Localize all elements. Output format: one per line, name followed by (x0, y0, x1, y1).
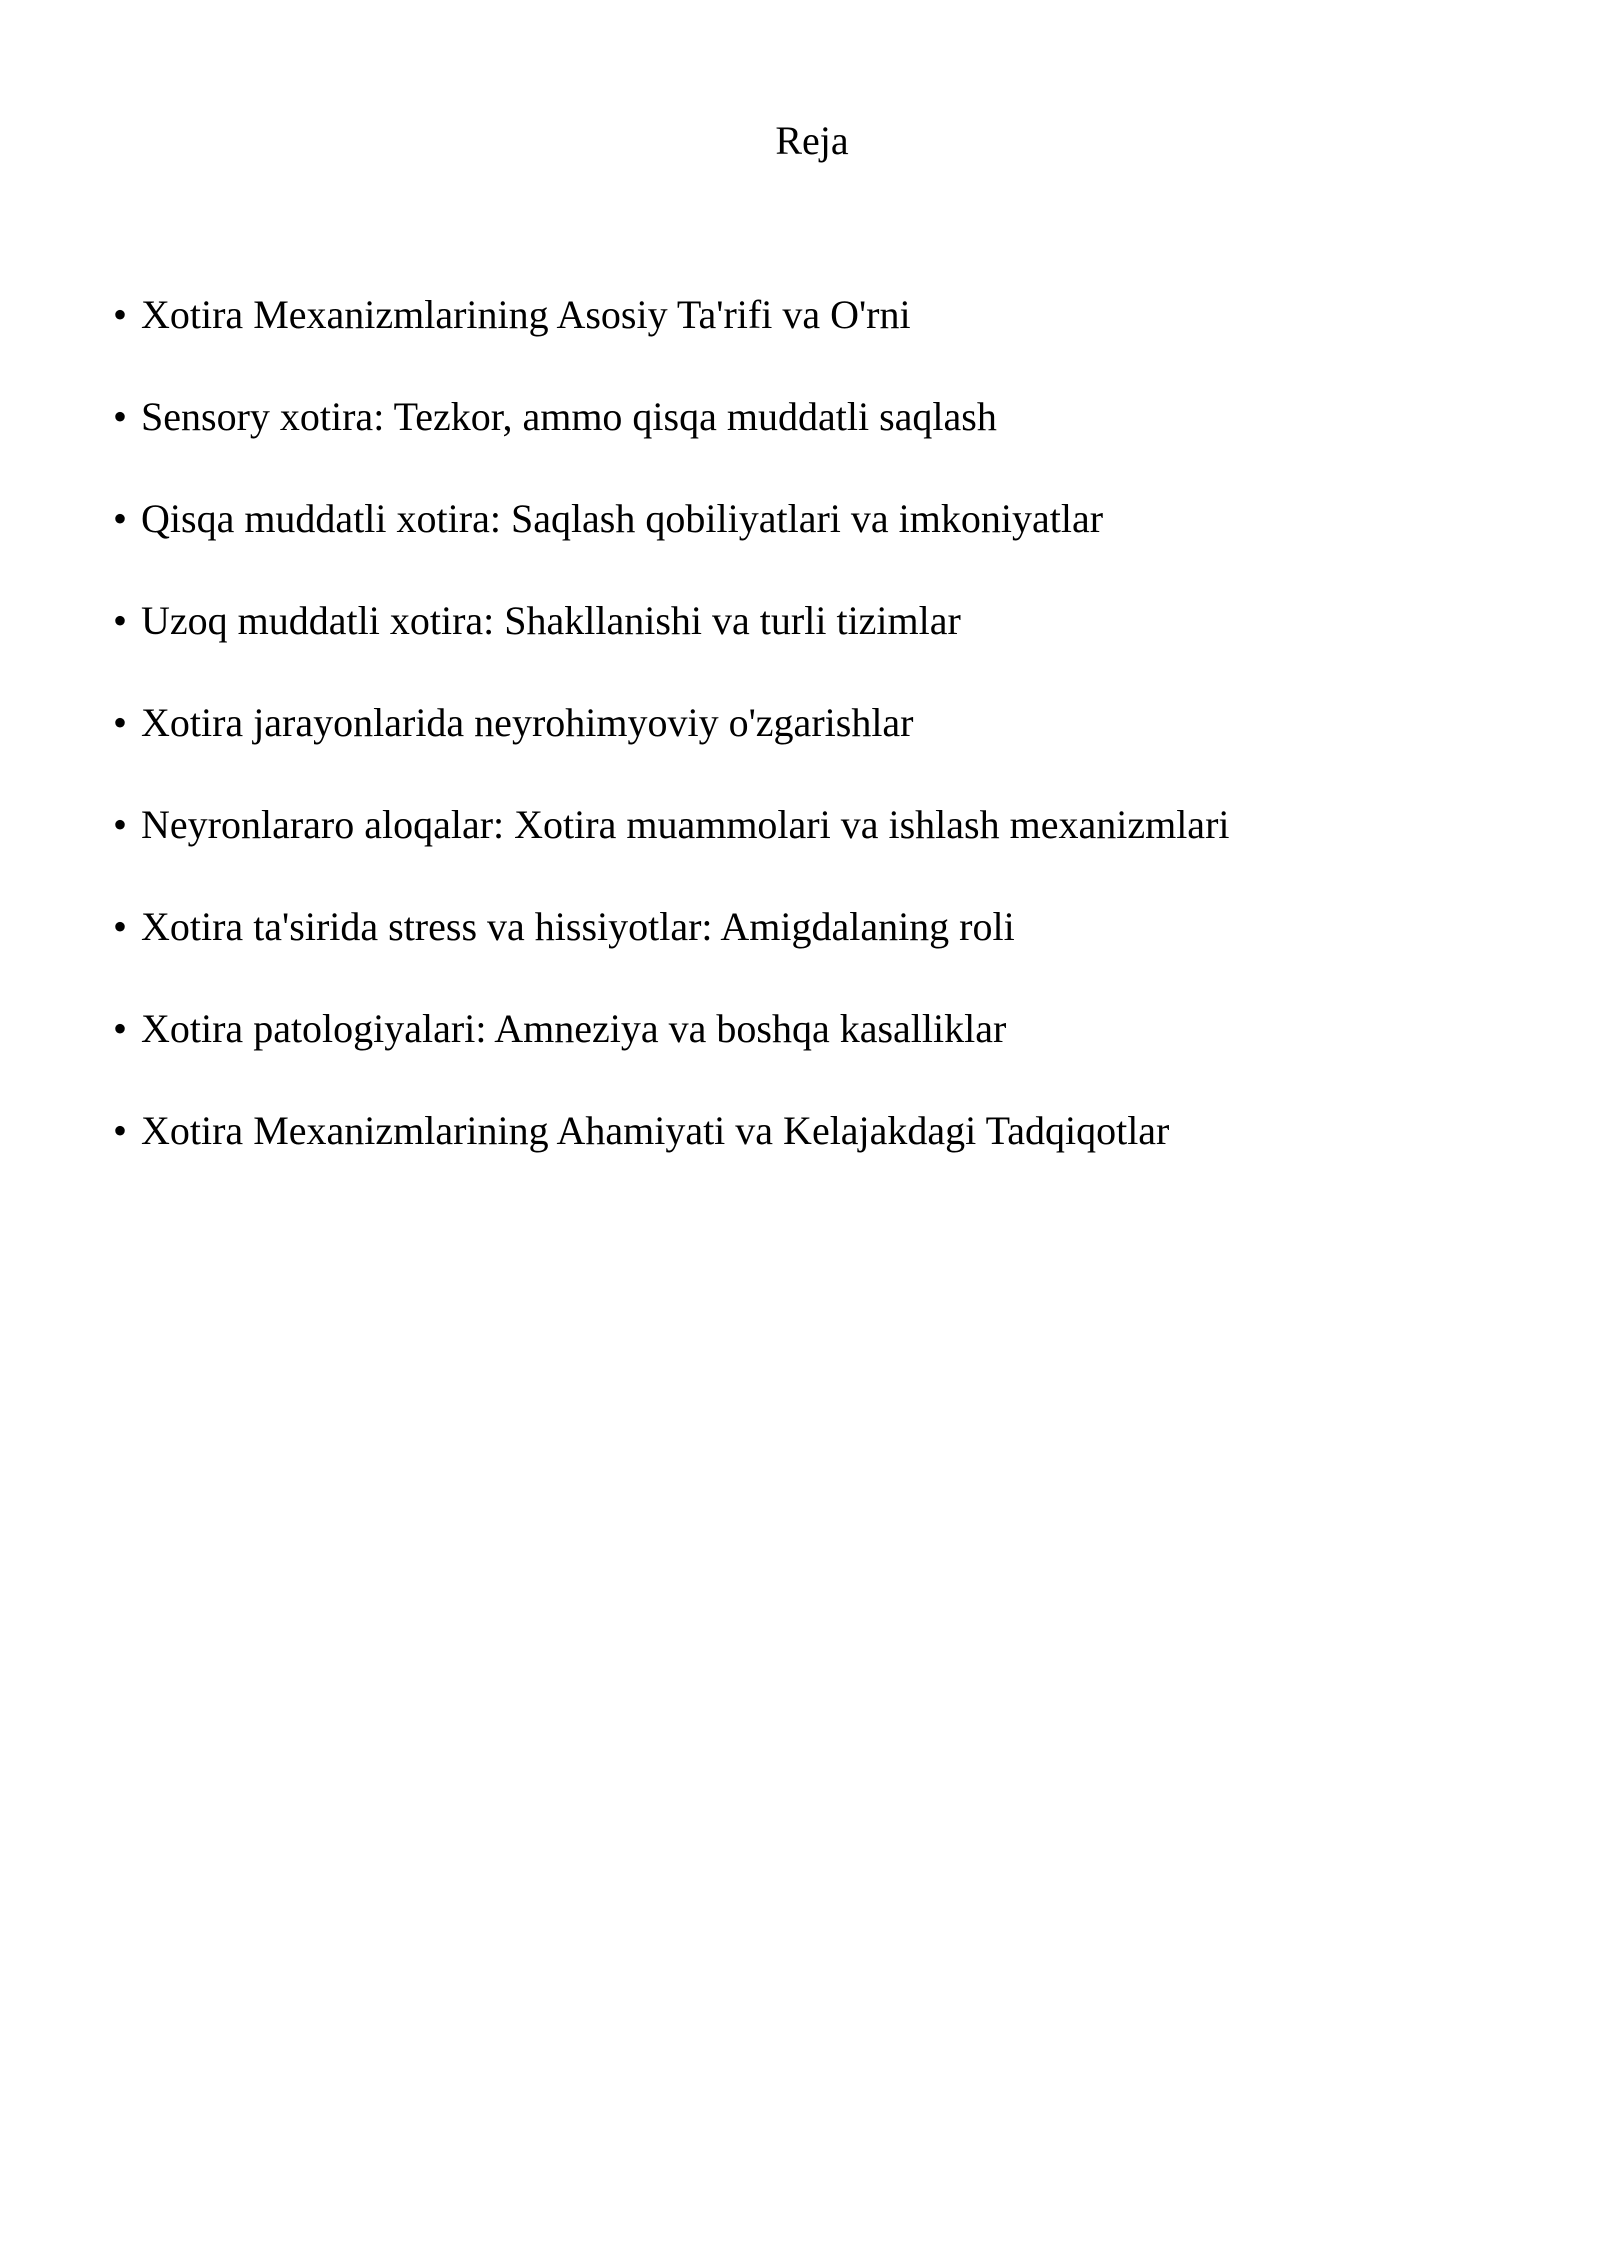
list-item-text: Sensory xotira: Tezkor, ammo qisqa muddatli saqlash (141, 394, 997, 439)
list-item-text: Xotira Mexanizmlarining Ahamiyati va Kelajakdagi Tadqiqotlar (141, 1108, 1170, 1153)
list-item-text: Xotira patologiyalari: Amneziya va boshqa kasalliklar (141, 1006, 1007, 1051)
bullet-icon: • (113, 700, 128, 745)
list-item-text: Xotira ta'sirida stress va hissiyotlar: Amigdalaning roli (141, 904, 1015, 949)
list-item (113, 287, 1493, 343)
bullet-icon: • (113, 598, 128, 643)
outline-list (113, 287, 1493, 1205)
list-item-text: Qisqa muddatli xotira: Saqlash qobiliyatlari va imkoniyatlar (141, 496, 1104, 541)
list-item (113, 593, 1493, 649)
list-item (113, 491, 1493, 547)
bullet-icon: • (113, 904, 128, 949)
list-item (113, 797, 1493, 853)
bullet-icon: • (113, 802, 128, 847)
page-title: Reja (775, 118, 849, 163)
list-item (113, 1103, 1493, 1159)
bullet-icon: • (113, 394, 128, 439)
list-item (113, 1001, 1493, 1057)
list-item (113, 695, 1493, 751)
list-item-text: Xotira jarayonlarida neyrohimyoviy o'zgarishlar (141, 700, 914, 745)
bullet-icon: • (113, 496, 128, 541)
list-item-text: Xotira Mexanizmlarining Asosiy Ta'rifi va O'rni (141, 292, 911, 337)
list-item-text: Uzoq muddatli xotira: Shakllanishi va turli tizimlar (141, 598, 961, 643)
list-item-text: Neyronlararo aloqalar: Xotira muammolari va ishlash mexanizmlari (141, 802, 1230, 847)
list-item (113, 389, 1493, 445)
list-item (113, 899, 1493, 955)
bullet-icon: • (113, 1108, 128, 1153)
bullet-icon: • (113, 292, 128, 337)
bullet-icon: • (113, 1006, 128, 1051)
